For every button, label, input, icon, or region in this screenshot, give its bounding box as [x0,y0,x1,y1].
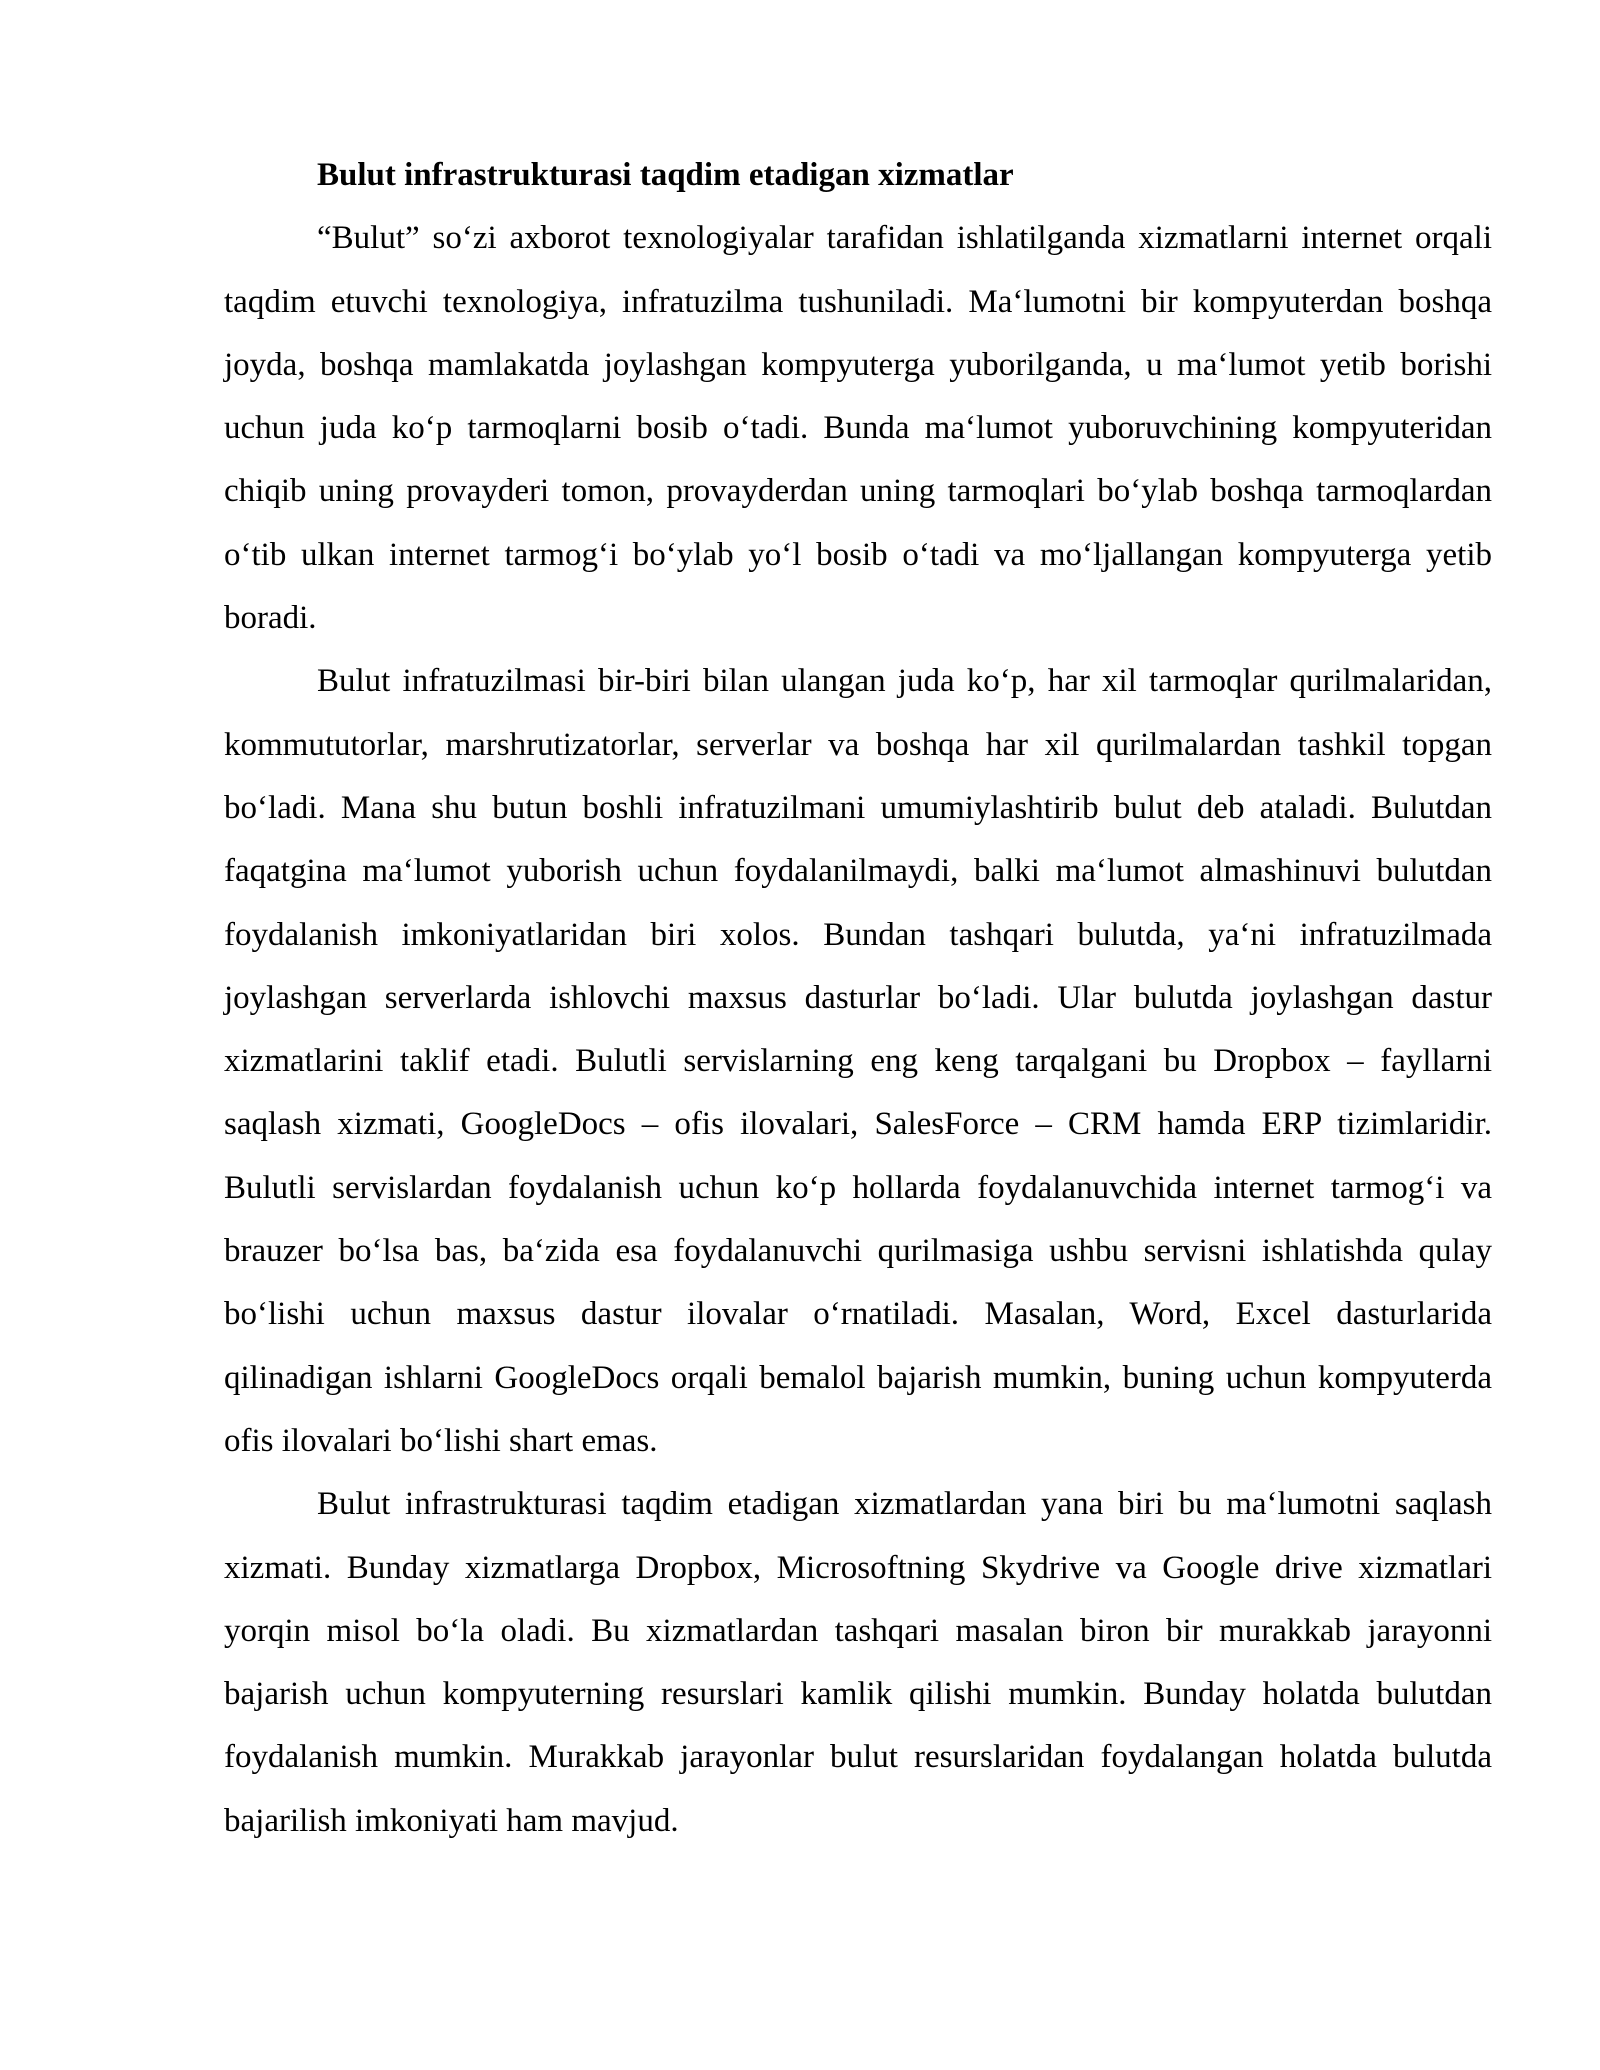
paragraph-3: Bulut infrastrukturasi taqdim etadigan xizmatlardan yana biri bu ma‘lumotni saqlash xizmati. Bunday xizmatlarga Dropbox, Microsoftning Skydrive va Google drive xizmatlari yorqin misol bo‘la oladi. Bu xizmatlardan tashqari masalan biron bir murakkab jarayonni bajarish uchun kompyuterning resurslari kamlik qilishi mumkin. Bunday holatda bulutdan foydalanish mumkin. Murakkab jarayonlar bulut resurslaridan foydalangan holatda bulutda bajarilish imkoniyati ham mavjud. [224,1486,1492,1839]
document-body [224,144,1492,1853]
paragraph-2: Bulut infratuzilmasi bir-biri bilan ulangan juda ko‘p, har xil tarmoqlar qurilmalaridan, kommututorlar, marshrutizatorlar, serverlar va boshqa har xil qurilmalardan tashkil topgan bo‘ladi. Mana shu butun boshli infratuzilmani umumiylashtirib bulut deb ataladi. Bulutdan faqatgina ma‘lumot yuborish uchun foydalanilmaydi, balki ma‘lumot almashinuvi bulutdan foydalanish imkoniyatlaridan biri xolos. Bundan tashqari bulutda, ya‘ni infratuzilmada joylashgan serverlarda ishlovchi maxsus dasturlar bo‘ladi. Ular bulutda joylashgan dastur xizmatlarini taklif etadi. Bulutli servislarning eng keng tarqalgani bu Dropbox – fayllarni saqlash xizmati, GoogleDocs – ofis ilovalari, SalesForce – CRM hamda ERP tizimlaridir. Bulutli servislardan foydalanish uchun ko‘p hollarda foydalanuvchida internet tarmog‘i va brauzer bo‘lsa bas, ba‘zida esa foydalanuvchi qurilmasiga ushbu servisni ishlatishda qulay bo‘lishi uchun maxsus dastur ilovalar o‘rnatiladi. Masalan, Word, Excel dasturlarida qilinadigan ishlarni GoogleDocs orqali bemalol bajarish mumkin, buning uchun kompyuterda ofis ilovalari bo‘lishi shart emas. [224,663,1492,1459]
paragraph-1: “Bulut” so‘zi axborot texnologiyalar tarafidan ishlatilganda xizmatlarni internet orqali taqdim etuvchi texnologiya, infratuzilma tushuniladi. Ma‘lumotni bir kompyuterdan boshqa joyda, boshqa mamlakatda joylashgan kompyuterga yuborilganda, u ma‘lumot yetib borishi uchun juda ko‘p tarmoqlarni bosib o‘tadi. Bunda ma‘lumot yuboruvchining kompyuteridan chiqib uning provayderi tomon, provayderdan uning tarmoqlari bo‘ylab boshqa tarmoqlardan o‘tib ulkan internet tarmog‘i bo‘ylab yo‘l bosib o‘tadi va mo‘ljallangan kompyuterga yetib boradi. [224,220,1492,637]
section-heading: Bulut infrastrukturasi taqdim etadigan xizmatlar [317,157,1014,193]
